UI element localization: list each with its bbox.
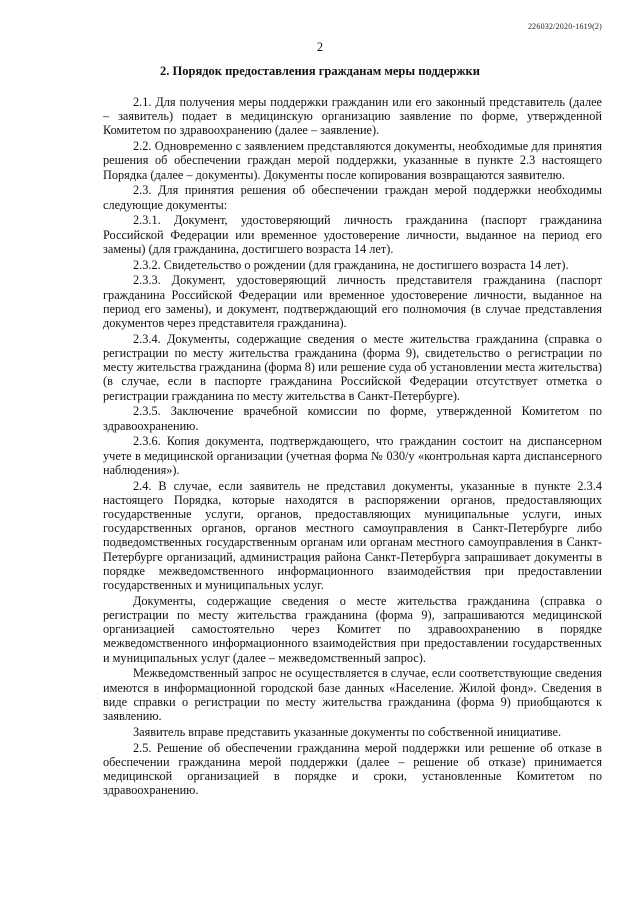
paragraph-own-initiative: Заявитель вправе представить указанные документы по собственной инициативе. <box>133 724 562 739</box>
paragraph-interagency-request: Межведомственный запрос не осуществляется в случае, если соответствующие сведения имеются в информационной городской базе данных «Население. Жилой фонд». Сведения в виде справки о регистрации по месту жительства гражданина (форма 9) приобщаются к заявлению. <box>103 666 602 724</box>
document-number: 226032/2020-1619(2) <box>527 22 602 31</box>
section-title: 2. Порядок предоставления гражданам меры поддержки <box>160 64 480 78</box>
paragraph-2-3-2: 2.3.2. Свидетельство о рождении (для гражданина, не достигшего возраста 14 лет). <box>133 257 569 272</box>
paragraph-2-3-1: 2.3.1. Документ, удостоверяющий личность гражданина (паспорт гражданина Российской Федерации или временное удостоверение личности, выданное на период его замены) (для гражданина, достигшего возраста 14 лет). <box>103 213 602 256</box>
paragraph-2-2: 2.2. Одновременно с заявлением представляются документы, необходимые для принятия решения об обеспечении граждан мерой поддержки, указанные в пункте 2.3 настоящего Порядка (далее – документы). Документы после копирования возвращаются заявителю. <box>103 139 602 182</box>
paragraph-2-3-6: 2.3.6. Копия документа, подтверждающего, что гражданин состоит на диспансерном учете в медицинской организации (учетная форма № 030/у «контрольная карта диспансерного наблюдения»). <box>103 434 602 477</box>
document-body <box>103 95 602 799</box>
paragraph-2-3: 2.3. Для принятия решения об обеспечении граждан мерой поддержки необходимы следующие документы: <box>103 183 602 212</box>
paragraph-2-3-3: 2.3.3. Документ, удостоверяющий личность представителя гражданина (паспорт гражданина Российской Федерации или временное удостоверение личности, выданное на период его замены), и документ, подтверждающий его полномочия (в случае представления документов через представителя гражданина). <box>103 273 602 331</box>
paragraph-2-1: 2.1. Для получения меры поддержки гражданин или его законный представитель (далее – заявитель) подает в медицинскую организацию заявление по форме, утвержденной Комитетом по здравоохранению (далее – заявление). <box>103 95 602 138</box>
paragraph-residence-docs: Документы, содержащие сведения о месте жительства гражданина (справка о регистрации по месту жительства гражданина (форма 9), запрашиваются медицинской организацией самостоятельно через Комитет по здравоохранению в порядке межведомственного информационного взаимодействия при предоставлении государственных и муниципальных услуг (далее – межведомственный запрос). <box>103 593 602 665</box>
paragraph-2-5: 2.5. Решение об обеспечении гражданина мерой поддержки или решение об отказе в обеспечении гражданина мерой поддержки (далее – решение об отказе) принимается медицинской организацией в порядке и сроки, установленные Комитетом по здравоохранению. <box>103 740 602 798</box>
paragraph-2-4: 2.4. В случае, если заявитель не представил документы, указанные в пункте 2.3.4 настоящего Порядка, которые находятся в распоряжении органов, предоставляющих государственные услуги, органов, предоставляющих муниципальные услуги, иных государственных органов, органов местного самоуправления в Санкт-Петербурге либо подведомственных государственным органам или органам местного самоуправления в Санкт-Петербурге организаций, администрация района Санкт-Петербурга запрашивает документы в порядке межведомственного информационного взаимодействия при предоставлении государственных и муниципальных услуг. <box>103 478 602 593</box>
paragraph-2-3-4: 2.3.4. Документы, содержащие сведения о месте жительства гражданина (справка о регистрации по месту жительства гражданина (форма 9), свидетельство о регистрации по месту жительства гражданина (форма 8) или решение суда об установлении места жительства) (в случае, если в паспорте гражданина Российской Федерации отсутствует отметка о регистрации гражданина по месту жительства в Санкт-Петербурге). <box>103 331 602 403</box>
page-number: 2 <box>316 40 324 54</box>
paragraph-2-3-5: 2.3.5. Заключение врачебной комиссии по форме, утвержденной Комитетом по здравоохранению. <box>103 404 602 433</box>
